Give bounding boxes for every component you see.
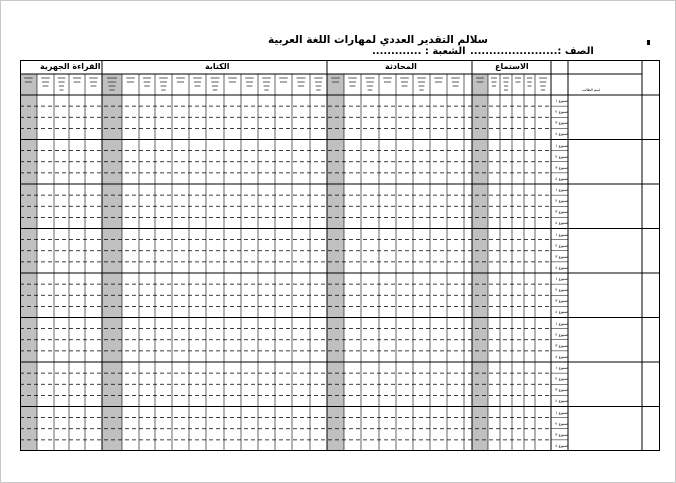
- bullet-mark: [647, 40, 650, 45]
- week-label: أسبوع ٢: [555, 198, 569, 204]
- week-label: أسبوع ٣: [555, 431, 569, 437]
- section-writing-label: الكتابة: [205, 62, 230, 71]
- shaded-column-2: [102, 74, 122, 451]
- week-label: أسبوع ٣: [555, 298, 569, 304]
- week-label: أسبوع ١: [555, 409, 569, 415]
- section-listening-label: الاستماع: [495, 62, 529, 71]
- class-field: الصف :.......................: [470, 46, 594, 57]
- week-label: أسبوع ٣: [555, 253, 569, 259]
- week-label: أسبوع ١: [555, 365, 569, 371]
- week-label: أسبوع ١: [555, 98, 569, 104]
- shaded-column-4: [472, 74, 488, 451]
- week-label: أسبوع ٤: [555, 264, 569, 270]
- week-label: أسبوع ٤: [555, 353, 569, 359]
- week-label: أسبوع ٣: [555, 164, 569, 170]
- section-field: الشعبة : .............: [372, 46, 466, 57]
- week-label: أسبوع ٢: [555, 420, 569, 426]
- week-label: أسبوع ٤: [555, 131, 569, 137]
- week-label: أسبوع ٤: [555, 442, 569, 448]
- shaded-column-1: [20, 74, 37, 451]
- week-label: أسبوع ١: [555, 187, 569, 193]
- week-label: أسبوع ٢: [555, 287, 569, 293]
- week-label: أسبوع ٣: [555, 120, 569, 126]
- week-label: أسبوع ١: [555, 142, 569, 148]
- sheet-title: سلالم التقدير العددي لمهارات اللغة العربية: [268, 34, 488, 46]
- week-label: أسبوع ٢: [555, 331, 569, 337]
- section-speaking-label: المحادثة: [385, 62, 417, 71]
- week-label: أسبوع ٤: [555, 175, 569, 181]
- week-label: أسبوع ٤: [555, 220, 569, 226]
- week-label: أسبوع ٢: [555, 376, 569, 382]
- week-label: أسبوع ٤: [555, 398, 569, 404]
- week-label: أسبوع ٢: [555, 242, 569, 248]
- week-label: أسبوع ٢: [555, 153, 569, 159]
- week-label: أسبوع ١: [555, 231, 569, 237]
- shaded-column-3: [327, 74, 344, 451]
- week-label: أسبوع ٣: [555, 342, 569, 348]
- week-label: أسبوع ٣: [555, 209, 569, 215]
- week-label: أسبوع ٤: [555, 309, 569, 315]
- week-label: أسبوع ١: [555, 320, 569, 326]
- student-name-header: اسم الطالب: [582, 88, 601, 92]
- week-label: أسبوع ٢: [555, 109, 569, 115]
- week-label: أسبوع ١: [555, 276, 569, 282]
- week-label: أسبوع ٣: [555, 387, 569, 393]
- section-reading-label: القراءة الجهرية: [40, 62, 101, 71]
